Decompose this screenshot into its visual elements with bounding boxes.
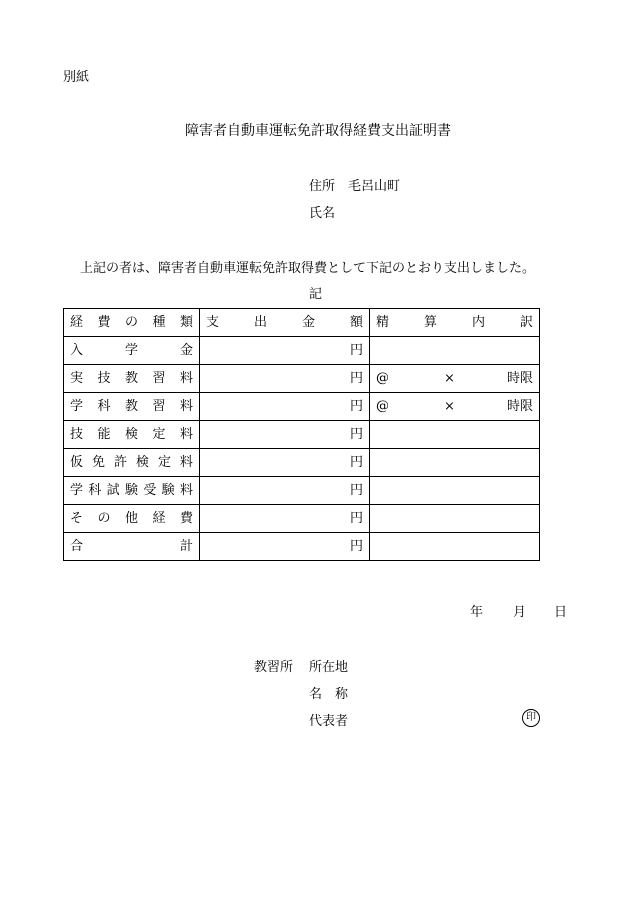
header-amount: 支 出 金 額: [200, 309, 370, 337]
table-header-row: [64, 309, 540, 337]
multiply-sign: ×: [444, 370, 455, 386]
expense-item: そ の 他 経 費: [64, 505, 200, 533]
amount-cell: [200, 449, 370, 477]
representative-label: 代表者: [309, 714, 349, 729]
yen-unit: 円: [349, 343, 363, 358]
breakdown-cell: [370, 449, 540, 477]
address-line: 住所 毛呂山町: [309, 179, 401, 194]
breakdown-cell: [370, 337, 540, 365]
date-day: 日: [554, 605, 568, 620]
yen-unit: 円: [349, 455, 363, 470]
date-year: 年: [470, 605, 484, 620]
name-label: 氏名: [309, 206, 336, 221]
yen-unit: 円: [349, 427, 363, 442]
unit-price-at: @: [376, 398, 389, 414]
yen-unit: 円: [349, 399, 363, 414]
table-row: [64, 505, 540, 533]
seal-mark: 印: [522, 709, 540, 727]
expense-table: [63, 308, 540, 561]
yen-unit: 円: [349, 483, 363, 498]
header-breakdown: 精 算 内 訳: [370, 309, 540, 337]
multiply-sign: ×: [444, 398, 455, 414]
unit-price-at: @: [376, 370, 389, 386]
yen-unit: 円: [349, 511, 363, 526]
expense-item: 仮 免 許 検 定 料: [64, 449, 200, 477]
table-row: [64, 337, 540, 365]
breakdown-cell: [370, 393, 540, 421]
expense-item: 合 計: [64, 533, 200, 561]
expense-item: 技 能 検 定 料: [64, 421, 200, 449]
location-label: 所在地: [309, 660, 349, 675]
record-label: 記: [309, 287, 323, 302]
expense-item: 学 科 試 験 受 験 料: [64, 477, 200, 505]
period-unit: 時限: [506, 370, 533, 386]
amount-cell: [200, 505, 370, 533]
amount-cell: [200, 337, 370, 365]
breakdown-cell: [370, 421, 540, 449]
amount-cell: [200, 393, 370, 421]
period-unit: 時限: [506, 398, 533, 414]
yen-unit: 円: [349, 539, 363, 554]
expense-item: 学 科 教 習 料: [64, 393, 200, 421]
school-name-label: 名 称: [309, 687, 349, 702]
header-expense-type: 経 費 の 種 類: [64, 309, 200, 337]
table-row: [64, 477, 540, 505]
date-month: 月: [513, 605, 527, 620]
expense-item: 入 学 金: [64, 337, 200, 365]
table-row: [64, 421, 540, 449]
school-label: 教習所: [254, 660, 294, 675]
annex-label: 別紙: [63, 70, 90, 85]
breakdown-cell: [370, 477, 540, 505]
table-row: [64, 365, 540, 393]
table-row: [64, 393, 540, 421]
statement-text: 上記の者は、障害者自動車運転免許取得費として下記のとおり支出しました。: [80, 261, 536, 276]
amount-cell: [200, 365, 370, 393]
expense-item: 実 技 教 習 料: [64, 365, 200, 393]
table-row: [64, 533, 540, 561]
breakdown-cell: [370, 365, 540, 393]
table-row: [64, 449, 540, 477]
document-title: 障害者自動車運転免許取得経費支出証明書: [185, 123, 451, 139]
breakdown-cell: [370, 505, 540, 533]
amount-cell: [200, 477, 370, 505]
yen-unit: 円: [349, 371, 363, 386]
amount-cell: [200, 533, 370, 561]
amount-cell: [200, 421, 370, 449]
breakdown-cell: [370, 533, 540, 561]
